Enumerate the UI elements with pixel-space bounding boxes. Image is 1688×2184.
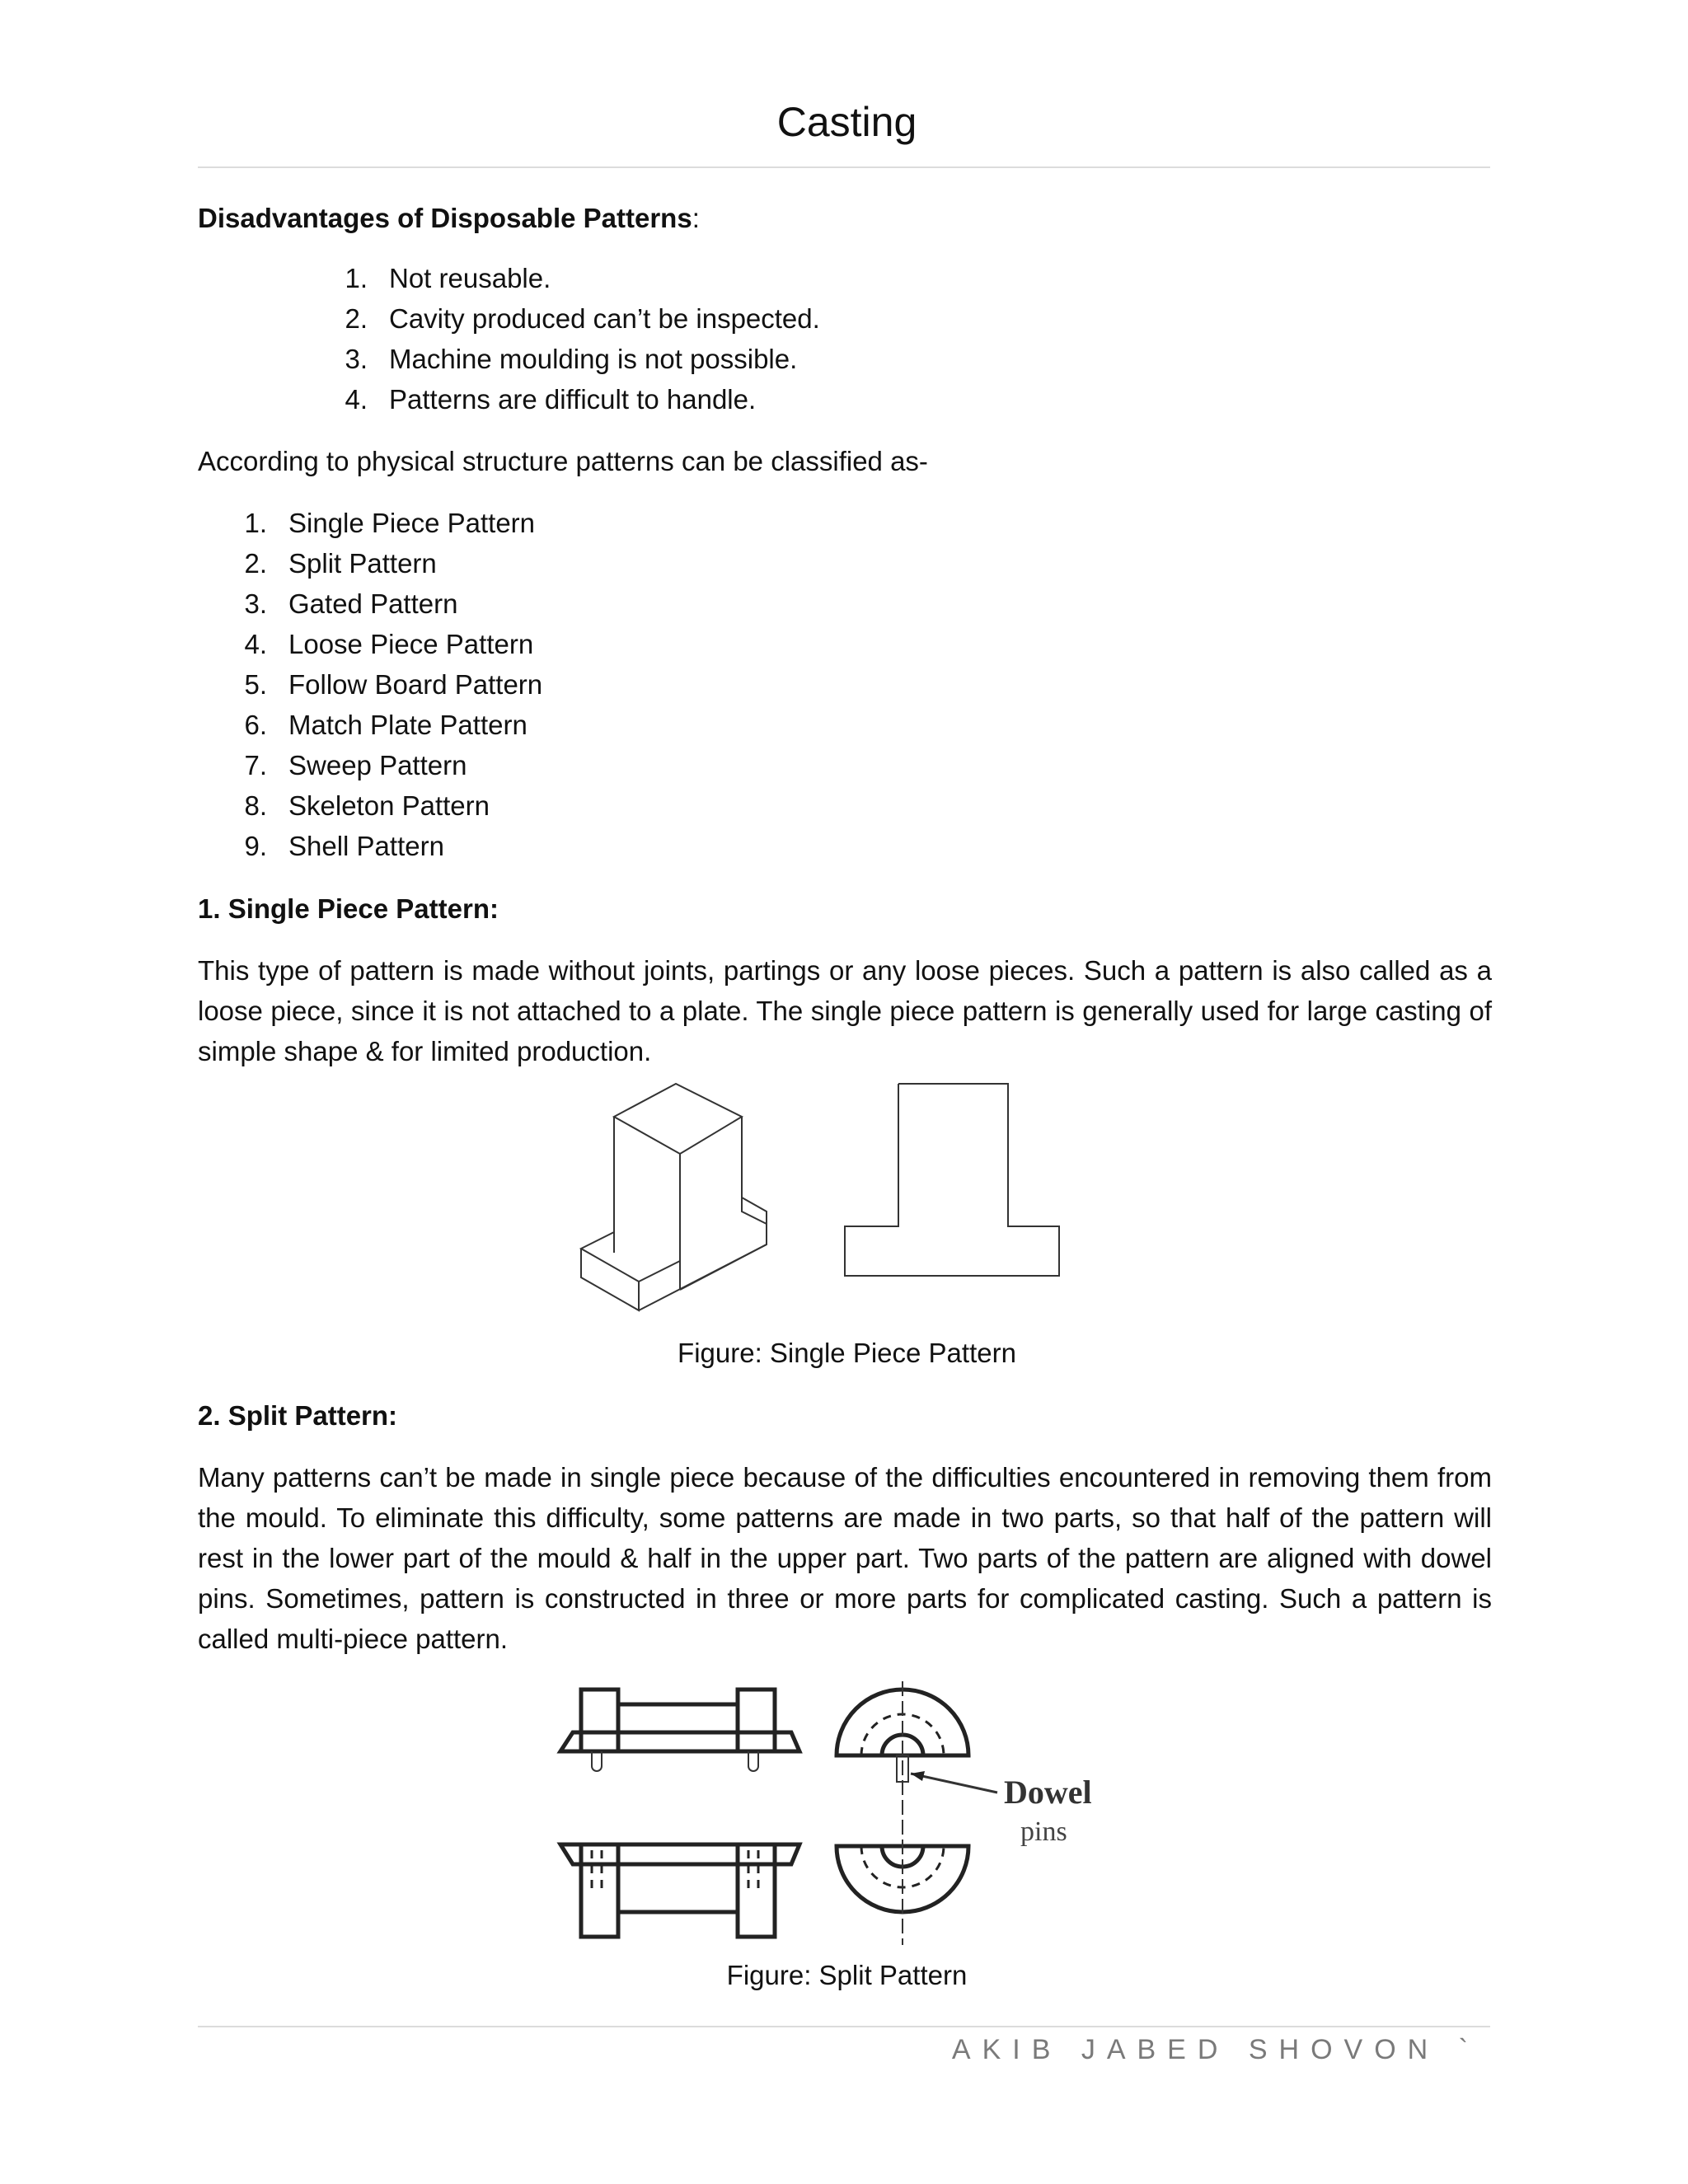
list-item: 2. Cavity produced can’t be inspected. bbox=[345, 303, 820, 334]
dowel-label: Dowel bbox=[1004, 1774, 1092, 1811]
isometric-block-drawing bbox=[581, 1084, 767, 1310]
split-pattern-side-view bbox=[560, 1690, 799, 1937]
list-item: 4. Patterns are difficult to handle. bbox=[345, 384, 757, 415]
list-item: 7. Sweep Pattern bbox=[244, 750, 467, 780]
footer-author: AKIB JABED SHOVON ` bbox=[951, 2034, 1479, 2065]
footer-divider bbox=[198, 2026, 1490, 2027]
split-pattern-figure bbox=[552, 1673, 1343, 1953]
list-item: 1. Single Piece Pattern bbox=[244, 508, 536, 538]
list-item: 3. Machine moulding is not possible. bbox=[345, 344, 798, 374]
list-item: 5. Follow Board Pattern bbox=[244, 669, 543, 700]
document-page bbox=[198, 0, 1496, 2184]
list-item: 6. Match Plate Pattern bbox=[244, 710, 528, 740]
list-item: 1. Not reusable. bbox=[345, 263, 551, 293]
disadvantages-heading-suffix: : bbox=[692, 203, 700, 233]
list-item: 8. Skeleton Pattern bbox=[244, 790, 490, 821]
page-title: Casting bbox=[776, 99, 917, 145]
list-item: 9. Shell Pattern bbox=[244, 831, 444, 861]
classification-list bbox=[231, 503, 1529, 866]
split-caption: Figure: Split Pattern bbox=[726, 1960, 968, 1990]
single-piece-heading: 1. Single Piece Pattern: bbox=[198, 893, 499, 924]
list-item: 3. Gated Pattern bbox=[244, 588, 458, 619]
classification-intro: According to physical structure patterns can be classified as- bbox=[198, 446, 928, 476]
disadvantages-heading-line bbox=[198, 198, 1496, 238]
header-divider bbox=[198, 166, 1490, 168]
list-item: 4. Loose Piece Pattern bbox=[244, 629, 534, 659]
disadvantages-heading: Disadvantages of Disposable Patterns bbox=[198, 203, 692, 233]
single-piece-body: This type of pattern is made without joints, partings or any loose pieces. Such a pattern is also called as a loose piece, since it is not attached to a plate. The single piece pattern is generally used for large casting of simple shape & for limited production. bbox=[198, 955, 1492, 1066]
single-piece-caption: Figure: Single Piece Pattern bbox=[678, 1338, 1016, 1368]
pins-label: pins bbox=[1020, 1816, 1067, 1847]
split-heading: 2. Split Pattern: bbox=[198, 1400, 398, 1431]
list-item: 2. Split Pattern bbox=[244, 548, 437, 579]
disadvantages-list bbox=[331, 258, 1629, 419]
single-piece-pattern-figure bbox=[573, 1076, 1331, 1331]
split-body: Many patterns can’t be made in single piece because of the difficulties encountered in removing them from the mould. To eliminate this difficulty, some patterns are made in two parts, so that half of the pattern will rest in the lower part of the mould & half in the upper part. Two parts of the pattern are aligned with dowel pins. Sometimes, pattern is constructed in three or more parts for complicated casting. Such a pattern is called multi-piece pattern. bbox=[198, 1462, 1492, 1654]
front-view-drawing bbox=[845, 1084, 1059, 1276]
split-pattern-end-view bbox=[837, 1681, 997, 1945]
